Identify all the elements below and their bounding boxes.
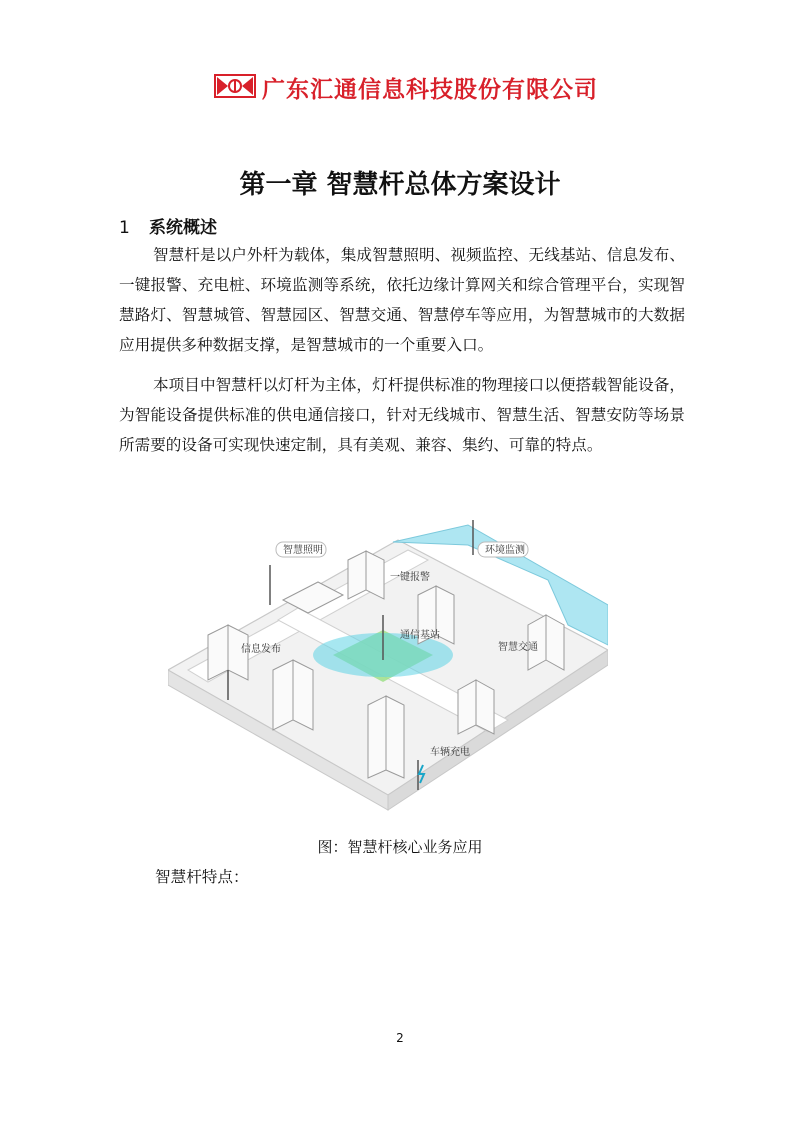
chapter-title: 第一章 智慧杆总体方案设计 [239, 170, 561, 200]
label-env: 环境监测 [485, 545, 525, 556]
section-title: 系统概述 [149, 218, 217, 238]
features-heading: 智慧杆特点： [155, 868, 249, 886]
label-base-station: 通信基站 [400, 630, 440, 641]
section-heading [119, 213, 217, 238]
label-charging: 车辆充电 [430, 747, 470, 758]
paragraph-2: 本项目中智慧杆以灯杆为主体，灯杆提供标准的物理接口以便搭载智能设备，为智能设备提供标准的供电通信接口，针对无线城市、智慧生活、智慧安防等场景所需要的设备可实现快速定制，具有美观、兼容、集约、可靠的特点。 [119, 376, 685, 454]
company-name: 广东汇通信息科技股份有限公司 [262, 77, 598, 103]
company-logo [214, 74, 256, 98]
paragraph-1: 智慧杆是以户外杆为载体，集成智慧照明、视频监控、无线基站、信息发布、一键报警、充电桩、环境监测等系统，依托边缘计算网关和综合管理平台，实现智慧路灯、智慧城管、智慧园区、智慧交通、智慧停车等应用，为智慧城市的大数据应用提供多种数据支撑，是智慧城市的一个重要入口。 [119, 246, 685, 354]
figure-caption: 图：智慧杆核心业务应用 [317, 838, 483, 856]
label-alarm: 一键报警 [390, 572, 430, 583]
section-number: 1 [119, 218, 130, 238]
page-header [0, 70, 800, 102]
label-traffic: 智慧交通 [498, 642, 538, 653]
page-number: 2 [396, 1031, 404, 1045]
label-info: 信息发布 [241, 644, 281, 655]
smart-pole-illustration [168, 520, 608, 822]
label-lighting: 智慧照明 [283, 545, 323, 556]
